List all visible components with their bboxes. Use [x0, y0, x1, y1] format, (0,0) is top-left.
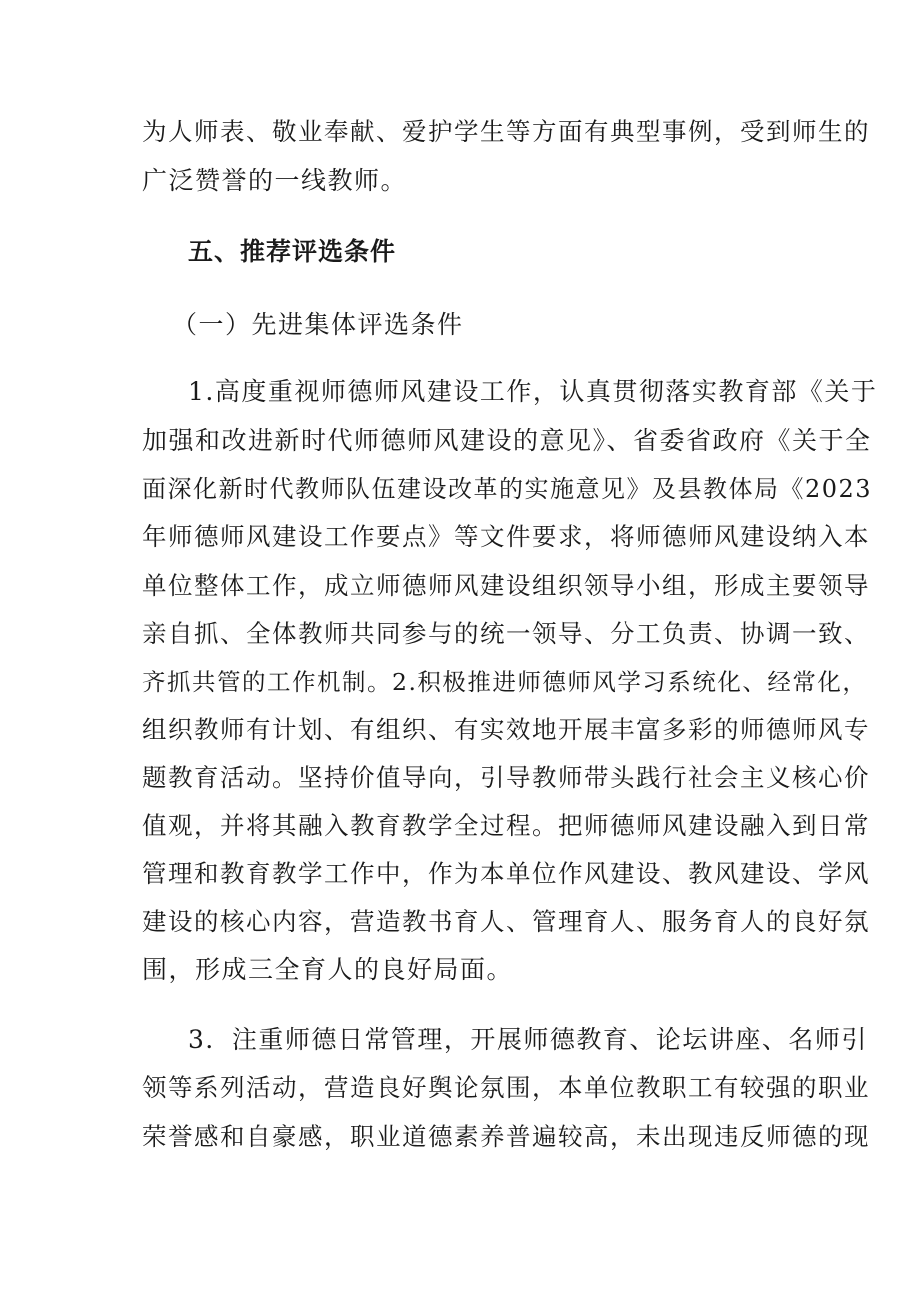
body-text-line: 面深化新时代教师队伍建设改革的实施意见》及县教体局《2023: [142, 475, 873, 503]
body-text-line: 组织教师有计划、有组织、有实效地开展丰富多彩的师德师风专: [142, 715, 870, 744]
body-text-line: 广泛赞誉的一线教师。: [142, 166, 408, 195]
subsection-heading: （一）先进集体评选条件: [172, 310, 464, 339]
section-heading: 五、推荐评选条件: [188, 237, 397, 266]
body-text-line: 1.高度重视师德师风建设工作，认真贯彻落实教育部《关于: [188, 377, 878, 406]
body-text-line: 建设的核心内容，营造教书育人、管理育人、服务育人的良好氛: [142, 907, 870, 936]
body-text-line: 荣誉感和自豪感，职业道德素养普遍较高，未出现违反师德的现: [142, 1122, 870, 1151]
body-text-line: 加强和改进新时代师德师风建设的意见》、省委省政府《关于全: [142, 426, 872, 455]
body-text-line: 单位整体工作，成立师德师风建设组织领导小组，形成主要领导: [142, 571, 870, 600]
body-text-line: 3．注重师德日常管理，开展师德教育、论坛讲座、名师引: [188, 1025, 868, 1054]
body-text-line: 题教育活动。坚持价值导向，引导教师带头践行社会主义核心价: [142, 763, 870, 792]
body-text-line: 围，形成三全育人的良好局面。: [142, 955, 514, 984]
body-text-line: 领等系列活动，营造良好舆论氛围，本单位教职工有较强的职业: [142, 1073, 870, 1102]
body-text-line: 齐抓共管的工作机制。2.积极推进师德师风学习系统化、经常化，: [142, 668, 868, 696]
body-text-line: 值观，并将其融入教育教学全过程。把师德师风建设融入到日常: [142, 811, 870, 840]
body-text-line: 亲自抓、全体教师共同参与的统一领导、分工负责、协调一致、: [142, 619, 870, 648]
body-text-line: 为人师表、敬业奉献、爱护学生等方面有典型事例，受到师生的: [142, 117, 870, 146]
body-text-line: 管理和教育教学工作中，作为本单位作风建设、教风建设、学风: [142, 859, 870, 888]
body-text-line: 年师德师风建设工作要点》等文件要求，将师德师风建设纳入本: [142, 522, 870, 551]
